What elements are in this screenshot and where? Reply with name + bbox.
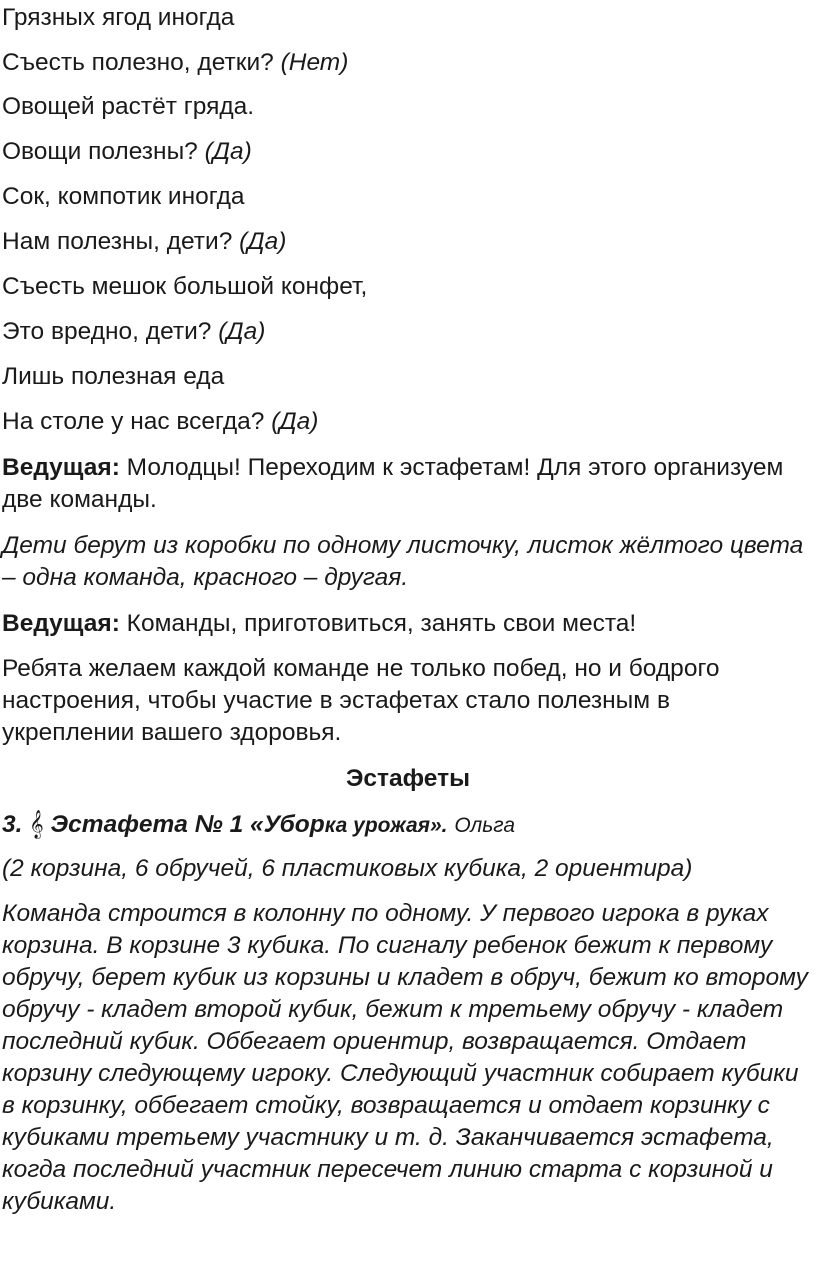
poem-answer: (Да) (239, 228, 287, 255)
relay-description: Команда строится в колонну по одному. У первого игрока в руках корзина. В корзине 3 кубика. По сигналу ребенок бежит к первому обручу, берет кубик из корзины и кладет в обруч, бежит ко второму обручу - кладет второй кубик, бежит к третьему обручу - кладет последний кубик. Оббегает ориентир, возвращается. Отдает корзину следующему игроку. Следующий участник собирает кубики в корзинку, оббегает стойку, возвращается и отдает корзинку с кубиками третьему участнику и т. д. Заканчивается эстафета, когда последний участник пересечет линию старта с корзиной и кубиками. (2, 900, 808, 1215)
relay-title-main: Эстафета № 1 «Убор (50, 811, 325, 838)
poem-text: Это вредно, дети? (2, 318, 212, 345)
poem-text: Сок, компотик иногда (2, 183, 245, 210)
poem-text: Овощи полезны? (2, 138, 198, 165)
poem-text: Овощей растёт гряда. (2, 93, 255, 120)
stage-direction: Дети берут из коробки по одному листочку, листок жёлтого цвета – одна команда, красного – другая. (2, 532, 804, 591)
section-title: Эстафеты (345, 765, 471, 792)
poem-text: Нам полезны, дети? (2, 228, 233, 255)
speaker-label: Ведущая: (2, 454, 120, 481)
poem-line (2, 2, 234, 34)
host-remark (2, 608, 808, 640)
poem-line (2, 181, 245, 213)
poem-line (2, 361, 224, 393)
poem-text: На столе у нас всегда? (2, 408, 265, 435)
poem-text: Лишь полезная еда (2, 363, 225, 390)
treble-clef-icon: 𝄞 (29, 809, 44, 838)
wish-paragraph: Ребята желаем каждой команде не только побед, но и бодрого настроения, чтобы участие в эстафетах стало полезным в укреплении вашего здоровья. (2, 655, 720, 746)
relay-equipment: (2 корзина, 6 обручей, 6 пластиковых кубика, 2 ориентира) (2, 855, 693, 882)
relay-number: 3. (2, 811, 23, 838)
remark-text: Молодцы! Переходим к эстафетам! Для этого организуем две команды. (2, 454, 784, 513)
remark-text: Команды, приготовиться, занять свои места! (126, 610, 637, 637)
relay-author: Ольга (454, 814, 516, 837)
poem-answer: (Да) (204, 138, 252, 165)
poem-line (2, 271, 367, 303)
relay-title-small: ка урожая». (324, 814, 448, 837)
poem-line (2, 47, 348, 79)
poem-text: Грязных ягод иногда (2, 4, 235, 31)
poem-line (2, 91, 254, 123)
poem-answer: (Да) (218, 318, 266, 345)
poem-line (2, 226, 286, 258)
poem-text: Съесть полезно, детки? (2, 49, 274, 76)
poem-answer: (Нет) (280, 49, 349, 76)
poem-line (2, 316, 265, 348)
poem-line (2, 136, 252, 168)
speaker-label: Ведущая: (2, 610, 120, 637)
host-remark (2, 452, 808, 516)
poem-line (2, 406, 318, 438)
poem-answer: (Да) (271, 408, 319, 435)
poem-text: Съесть мешок большой конфет, (2, 273, 368, 300)
relay-heading (2, 808, 515, 842)
